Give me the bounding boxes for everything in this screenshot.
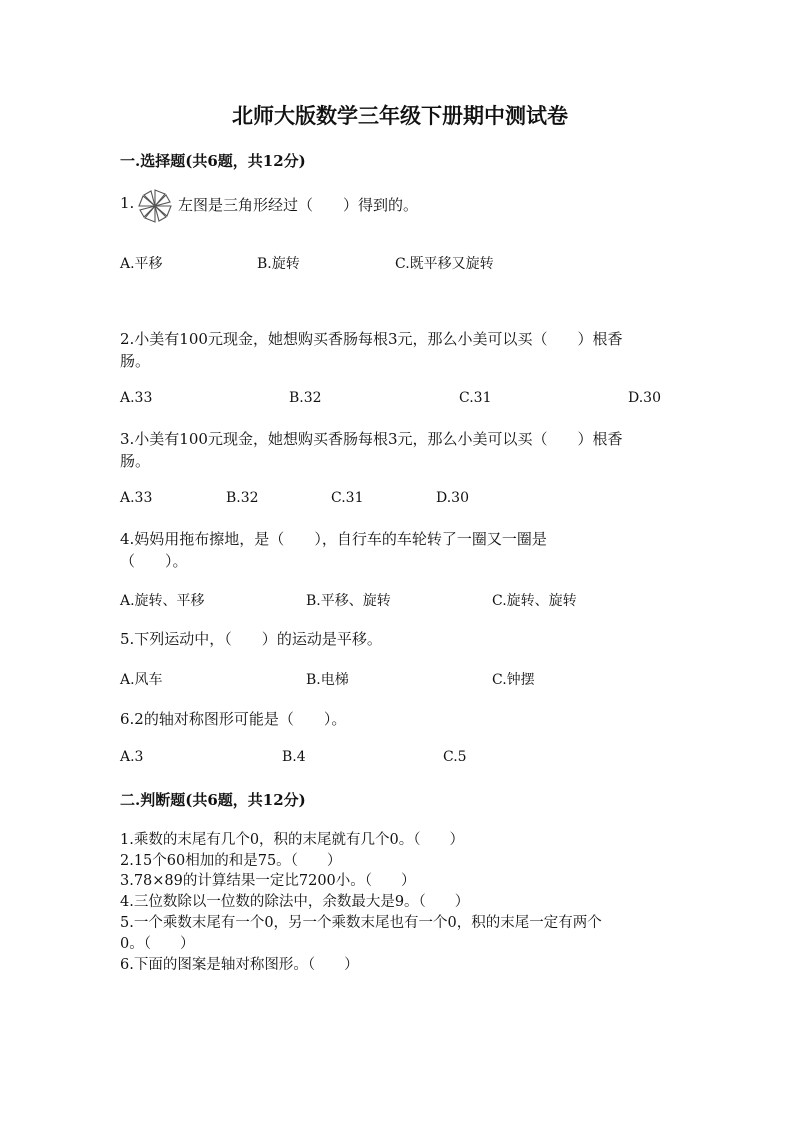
question-3-line-2: 肠。 [120,452,151,470]
q4-option-b: B.平移、旋转 [306,593,391,609]
q4-option-c: C.旋转、旋转 [492,593,577,609]
section-heading-choice: 一.选择题(共6题，共12分) [120,152,306,170]
question-1-number: 1. [120,194,135,212]
q3-option-b: B.32 [226,490,259,506]
question-2-line-1: 2.小美有100元现金，她想购买香肠每根3元，那么小美可以买（ ）根香 [120,330,623,348]
page-title: 北师大版数学三年级下册期中测试卷 [232,103,568,128]
q6-option-a: A.3 [120,749,144,765]
question-4-line-2: （ ）。 [120,552,188,570]
judge-line-6: 6.下面的图案是轴对称图形。（ ） [120,957,359,973]
question-4-line-1: 4.妈妈用拖布擦地，是（ ），自行车的车轮转了一圈又一圈是 [120,530,547,548]
q6-option-b: B.4 [282,749,306,765]
judge-line-4: 4.三位数除以一位数的除法中，余数最大是9。（ ） [120,894,470,910]
pinwheel-figure-icon [137,188,173,224]
q2-option-c: C.31 [459,390,492,406]
q5-option-a: A.风车 [120,672,163,688]
q6-option-c: C.5 [443,749,467,765]
question-3-line-1: 3.小美有100元现金，她想购买香肠每根3元，那么小美可以买（ ）根香 [120,430,623,448]
q4-option-a: A.旋转、平移 [120,593,205,609]
question-2-line-2: 肠。 [120,352,151,370]
q3-option-d: D.30 [436,490,469,506]
q2-option-a: A.33 [120,390,153,406]
judge-line-1: 1.乘数的末尾有几个0，积的末尾就有几个0。（ ） [120,832,465,848]
judge-line-2: 2.15个60相加的和是75。（ ） [120,853,342,869]
q2-option-b: B.32 [289,390,322,406]
q3-option-a: A.33 [120,490,153,506]
q3-option-c: C.31 [331,490,364,506]
judge-line-5a: 5.一个乘数末尾有一个0，另一个乘数末尾也有一个0，积的末尾一定有两个 [120,915,602,931]
section-heading-judge: 二.判断题(共6题，共12分) [120,791,306,809]
question-6-line-1: 6.2的轴对称图形可能是（ ）。 [120,710,347,728]
judge-line-3: 3.78×89的计算结果一定比7200小。（ ） [120,873,416,889]
q2-option-d: D.30 [628,390,661,406]
question-1-text: 左图是三角形经过（ ）得到的。 [178,196,419,214]
q5-option-c: C.钟摆 [492,672,535,688]
q5-option-b: B.电梯 [306,672,349,688]
q1-option-c: C.既平移又旋转 [395,256,494,272]
judge-line-5b: 0。（ ） [120,936,195,952]
q1-option-a: A.平移 [120,256,163,272]
question-5-line-1: 5.下列运动中，（ ）的运动是平移。 [120,630,382,648]
q1-option-b: B.旋转 [257,256,300,272]
